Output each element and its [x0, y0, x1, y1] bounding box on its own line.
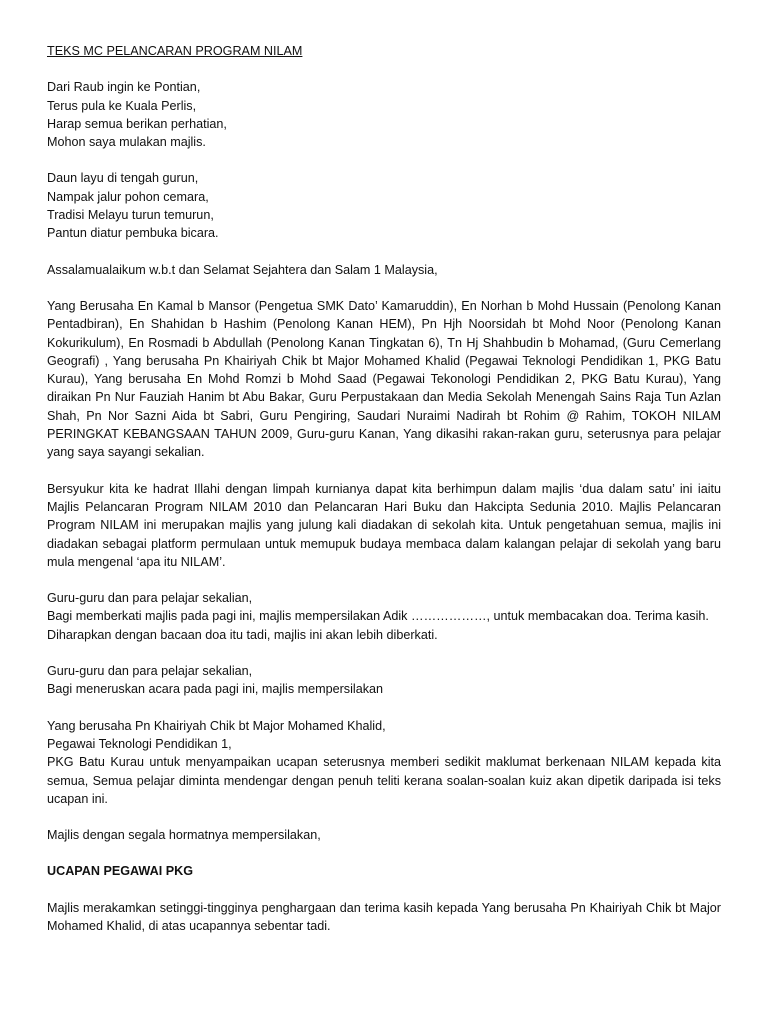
pantun-line: Terus pula ke Kuala Perlis, [47, 98, 197, 113]
doa-line: Bagi memberkati majlis pada pagi ini, majlis mempersilakan Adik ………………, untuk membacakan doa. Terima kasih. [47, 609, 709, 624]
invitation-line: Yang berusaha Pn Khairiyah Chik bt Major Mohamed Khalid, [47, 718, 386, 733]
document-title: TEKS MC PELANCARAN PROGRAM NILAM [47, 44, 303, 58]
pantun-line: Dari Raub ingin ke Pontian, [47, 80, 201, 95]
pantun-line: Nampak jalur pohon cemara, [47, 189, 209, 204]
respect-line: Majlis dengan segala hormatnya mempersilakan, [47, 828, 321, 843]
doa-line: Guru-guru dan para pelajar sekalian, [47, 591, 253, 606]
pantun-line: Pantun diatur pembuka bicara. [47, 226, 219, 241]
document-page [47, 42, 721, 953]
addressees-paragraph: Yang Berusaha En Kamal b Mansor (Pengetua SMK Dato’ Kamaruddin), En Norhan b Mohd Hussain (Penolong Kanan Pentadbiran), En Shahidan b Hashim (Penolong Kanan HEM), Pn Hjh Noorsidah bt Mohd Noor (Penolong Kanan Kokurikulum), En Rosmadi b Abdullah (Penolong Kanan Tingkatan 6), Tn Hj Shahbudin b Mohamad, (Guru Cemerlang Geografi) , Yang berusaha Pn Khairiyah Chik bt Major Mohamed Khalid (Pegawai Teknologi Pendidikan 1, PKG Batu Kurau), Yang berusaha En Mohd Romzi b Mohd Saad (Pegawai Tekonologi Pendidikan 2, PKG Batu Kurau), Yang diraikan Pn Nur Fauziah Hanim bt Abu Bakar, Guru Perpustakaan dan Media Sekolah Menengah Sains Raja Tun Azlan Shah, Pn Nor Sazni Aida bt Sabri, Guru Pengiring, Saudari Nuraimi Nadirah bt Rohim @ Rahim, TOKOH NILAM PERINGKAT KEBANGSAAN TAHUN 2009, Guru-guru Kanan, Yang dikasihi rakan-rakan guru, seterusnya para pelajar yang saya sayangi sekalian. [47, 298, 721, 460]
pantun-line: Daun layu di tengah gurun, [47, 171, 199, 186]
invitation-paragraph: PKG Batu Kurau untuk menyampaikan ucapan seterusnya memberi sedikit maklumat berkenaan NILAM kepada kita semua, Semua pelajar diminta mendengar dengan penuh teliti kerana soalan-soalan kuiz akan dipetik daripada isi teks ucapan ini. [47, 755, 721, 806]
invitation-section [47, 717, 721, 808]
pantun-line: Mohon saya mulakan majlis. [47, 135, 206, 150]
section-heading: UCAPAN PEGAWAI PKG [47, 864, 194, 879]
pantun-line: Tradisi Melayu turun temurun, [47, 208, 214, 223]
continue-section [47, 662, 721, 699]
doa-line: Diharapkan dengan bacaan doa itu tadi, majlis ini akan lebih diberkati. [47, 627, 438, 642]
pantun-second [47, 169, 721, 242]
gratitude-paragraph: Bersyukur kita ke hadrat Illahi dengan limpah kurnianya dapat kita berhimpun dalam majlis ‘dua dalam satu’ ini iaitu Majlis Pelancaran Program NILAM 2010 dan Pelancaran Hari Buku dan Hakcipta Sedunia 2010. Majlis Pelancaran Program NILAM ini merupakan majlis yang julung kali diadakan di sekolah kita. Untuk pengetahuan semua, majlis ini diadakan sebagai platform permulaan untuk memupuk budaya membaca dalam kalangan pelajar di sekolah yang baru mula mengenal ‘apa itu NILAM’. [47, 481, 721, 569]
thanks-paragraph: Majlis merakamkan setinggi-tingginya penghargaan dan terima kasih kepada Yang berusaha Pn Khairiyah Chik bt Major Mohamed Khalid, di atas ucapannya sebentar tadi. [47, 900, 721, 933]
continue-line: Bagi meneruskan acara pada pagi ini, majlis mempersilakan [47, 682, 384, 697]
continue-line: Guru-guru dan para pelajar sekalian, [47, 664, 253, 679]
greeting-line: Assalamualaikum w.b.t dan Selamat Sejahtera dan Salam 1 Malaysia, [47, 262, 438, 277]
doa-section [47, 589, 721, 644]
pantun-line: Harap semua berikan perhatian, [47, 116, 227, 131]
pantun-opening [47, 78, 721, 151]
invitation-line: Pegawai Teknologi Pendidikan 1, [47, 736, 232, 751]
